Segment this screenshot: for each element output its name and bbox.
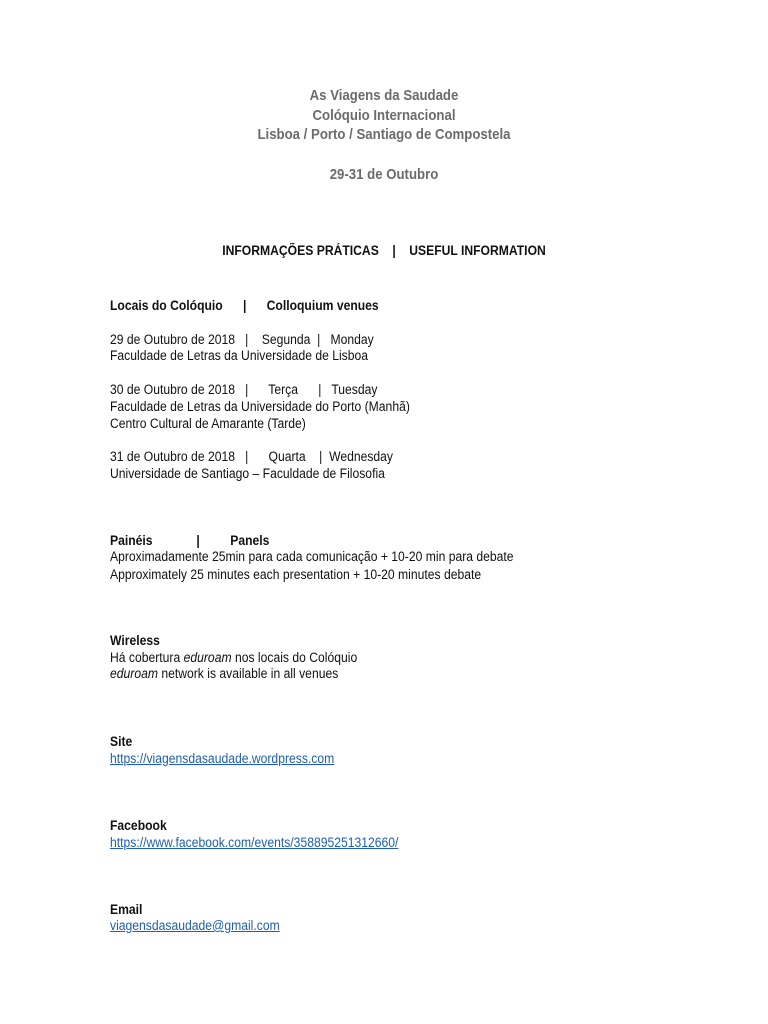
venue-day-2-place-afternoon: Centro Cultural de Amarante (Tarde) xyxy=(110,416,306,431)
site-link[interactable]: https://viagensdasaudade.wordpress.com xyxy=(110,751,335,766)
wireless-text-en: eduroam network is available in all venues xyxy=(110,666,339,681)
section-title: INFORMAÇÕES PRÁTICAS | USEFUL INFORMATION xyxy=(222,243,546,258)
event-title: As Viagens da Saudade xyxy=(309,87,459,104)
venue-day-2-place-morning: Faculdade de Letras da Universidade do Porto (Manhã) xyxy=(110,399,410,414)
email-heading: Email xyxy=(110,902,143,917)
venues-heading: Locais do Colóquio | Colloquium venues xyxy=(110,298,379,313)
venue-day-2-date: 30 de Outubro de 2018 | Terça | Tuesday xyxy=(110,382,378,397)
event-subtitle: Colóquio Internacional xyxy=(312,107,456,124)
venue-day-1-date: 29 de Outubro de 2018 | Segunda | Monday xyxy=(110,332,374,347)
eduroam-term: eduroam xyxy=(183,650,232,665)
facebook-link[interactable]: https://www.facebook.com/events/358895251312660/ xyxy=(110,835,399,850)
wireless-text-pt: Há cobertura eduroam nos locais do Colóquio xyxy=(110,650,358,665)
venue-day-1-place: Faculdade de Letras da Universidade de Lisboa xyxy=(110,348,369,363)
event-locations: Lisboa / Porto / Santiago de Compostela xyxy=(257,126,511,143)
panels-text-pt: Aproximadamente 25min para cada comunicação + 10-20 min para debate xyxy=(110,549,514,564)
eduroam-term: eduroam xyxy=(110,666,158,681)
wireless-heading: Wireless xyxy=(110,633,160,648)
venue-day-3-place: Universidade de Santiago – Faculdade de Filosofia xyxy=(110,466,385,481)
venue-day-3-date: 31 de Outubro de 2018 | Quarta | Wednesday xyxy=(110,449,394,464)
event-dates: 29-31 de Outubro xyxy=(329,166,439,183)
panels-heading: Painéis | Panels xyxy=(110,533,270,548)
facebook-heading: Facebook xyxy=(110,818,167,833)
panels-text-en: Approximately 25 minutes each presentation + 10-20 minutes debate xyxy=(110,567,482,582)
site-heading: Site xyxy=(110,734,133,749)
email-link[interactable]: viagensdasaudade@gmail.com xyxy=(110,918,280,933)
